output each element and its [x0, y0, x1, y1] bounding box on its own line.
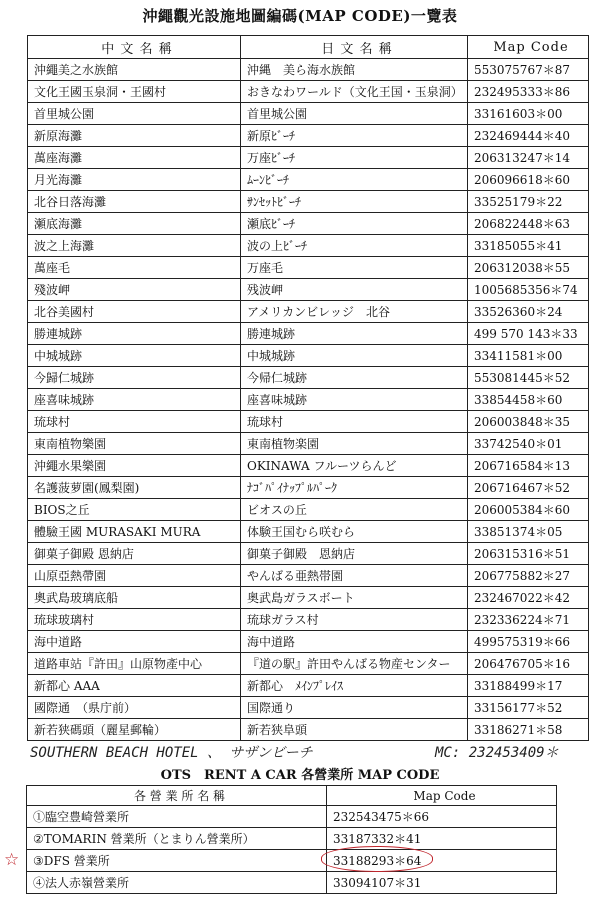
header-map-code: Map Code	[468, 36, 589, 59]
table-row	[28, 191, 589, 213]
japanese-name-cell: OKINAWA フルーツらんど	[241, 455, 468, 477]
japanese-name-cell: 今帰仁城跡	[241, 367, 468, 389]
chinese-name-cell: 座喜味城跡	[28, 389, 241, 411]
japanese-name-cell: 残波岬	[241, 279, 468, 301]
ots-title: OTS RENT A CAR 各營業所 MAP CODE	[160, 768, 440, 783]
chinese-name-cell: 北谷日落海灘	[28, 191, 241, 213]
japanese-name-cell: アメリカンビレッジ 北谷	[241, 301, 468, 323]
chinese-name-cell: 琉球玻璃村	[28, 609, 241, 631]
japanese-name-cell: 沖縄 美ら海水族館	[241, 59, 468, 81]
map-code-cell: 33526360＊24	[468, 301, 589, 323]
chinese-name-cell: 文化王國玉泉洞・王國村	[28, 81, 241, 103]
map-code-cell: 206716467＊52	[468, 477, 589, 499]
chinese-name-cell: 新若狭碼頭（麗星郵輪）	[28, 719, 241, 741]
table-row	[28, 477, 589, 499]
map-code-cell: 499 570 143＊33	[468, 323, 589, 345]
chinese-name-cell: 殘波岬	[28, 279, 241, 301]
chinese-name-cell: 道路車站『許田』山原物產中心	[28, 653, 241, 675]
japanese-name-cell: 東南植物楽園	[241, 433, 468, 455]
chinese-name-cell: 今歸仁城跡	[28, 367, 241, 389]
table-row	[28, 169, 589, 191]
chinese-name-cell: 沖繩美之水族館	[28, 59, 241, 81]
map-code-cell: 232467022＊42	[468, 587, 589, 609]
chinese-name-cell: 奧武島玻璃底船	[28, 587, 241, 609]
chinese-name-cell: 瀬底海灘	[28, 213, 241, 235]
table-row	[28, 433, 589, 455]
chinese-name-cell: 中城城跡	[28, 345, 241, 367]
table-row	[28, 367, 589, 389]
chinese-name-cell: 勝連城跡	[28, 323, 241, 345]
table-row	[28, 499, 589, 521]
ots-row	[27, 828, 557, 850]
japanese-name-cell: ｻﾝｾｯﾄﾋﾞｰﾁ	[241, 191, 468, 213]
map-code-cell: 553075767＊87	[468, 59, 589, 81]
chinese-name-cell: 名護菠萝園(鳳梨園)	[28, 477, 241, 499]
map-code-cell: 206312038＊55	[468, 257, 589, 279]
map-code-cell: 33188499＊17	[468, 675, 589, 697]
chinese-name-cell: 國際通 （県庁前）	[28, 697, 241, 719]
japanese-name-cell: 勝連城跡	[241, 323, 468, 345]
japanese-name-cell: やんばる亜熱帯園	[241, 565, 468, 587]
japanese-name-cell: 御菓子御殿 恩納店	[241, 543, 468, 565]
map-code-cell: 232469444＊40	[468, 125, 589, 147]
japanese-name-cell: 新都心 ﾒｲﾝﾌﾟﾚｲｽ	[241, 675, 468, 697]
japanese-name-cell: 奥武島ガラスボート	[241, 587, 468, 609]
japanese-name-cell: 体験王国むら咲むら	[241, 521, 468, 543]
table-row	[28, 147, 589, 169]
table-row	[28, 257, 589, 279]
chinese-name-cell: 萬座海灘	[28, 147, 241, 169]
map-code-cell: 499575319＊66	[468, 631, 589, 653]
map-code-cell: 232336224＊71	[468, 609, 589, 631]
map-code-cell: 33186271＊58	[468, 719, 589, 741]
table-row	[28, 609, 589, 631]
japanese-name-cell: ﾑｰﾝﾋﾞｰﾁ	[241, 169, 468, 191]
chinese-name-cell: BIOS之丘	[28, 499, 241, 521]
table-row	[28, 631, 589, 653]
ots-office-table	[26, 785, 557, 894]
chinese-name-cell: 體驗王國 MURASAKI MURA	[28, 521, 241, 543]
red-circle-mark	[321, 846, 433, 872]
handwritten-hotel: SOUTHERN BEACH HOTEL 、 サザンビーチ	[30, 745, 313, 761]
map-code-cell: 33854458＊60	[468, 389, 589, 411]
map-code-cell: 206313247＊14	[468, 147, 589, 169]
map-code-cell: 206005384＊60	[468, 499, 589, 521]
japanese-name-cell: 新若狭阜頭	[241, 719, 468, 741]
office-map-code-cell: 33094107＊31	[327, 872, 557, 894]
header-chinese-name: 中 文 名 稱	[28, 36, 241, 59]
japanese-name-cell: 首里城公園	[241, 103, 468, 125]
map-code-cell: 553081445＊52	[468, 367, 589, 389]
ots-row	[27, 872, 557, 894]
map-code-cell: 206775882＊27	[468, 565, 589, 587]
japanese-name-cell: 『道の駅』許田やんばる物産センター	[241, 653, 468, 675]
map-code-cell: 206315316＊51	[468, 543, 589, 565]
chinese-name-cell: 萬座毛	[28, 257, 241, 279]
page-title: 沖繩觀光設施地圖編碼(MAP CODE)一覽表	[142, 7, 458, 25]
header-japanese-name: 日 文 名 稱	[241, 36, 468, 59]
chinese-name-cell: 御菓子御殿 恩納店	[28, 543, 241, 565]
office-name-cell: ②TOMARIN 營業所（とまりん營業所）	[27, 828, 327, 850]
table-row	[28, 521, 589, 543]
japanese-name-cell: おきなわワールド（文化王国・玉泉洞）	[241, 81, 468, 103]
map-code-cell: 33156177＊52	[468, 697, 589, 719]
map-code-cell: 33161603＊00	[468, 103, 589, 125]
table-row	[28, 213, 589, 235]
chinese-name-cell: 海中道路	[28, 631, 241, 653]
table-row	[28, 675, 589, 697]
red-star-mark: ☆	[4, 850, 20, 870]
chinese-name-cell: 北谷美國村	[28, 301, 241, 323]
table-row	[28, 543, 589, 565]
japanese-name-cell: 琉球ガラス村	[241, 609, 468, 631]
table-row	[28, 565, 589, 587]
table-row	[28, 125, 589, 147]
ots-header-row	[27, 786, 557, 806]
chinese-name-cell: 首里城公園	[28, 103, 241, 125]
japanese-name-cell: 万座ﾋﾞｰﾁ	[241, 147, 468, 169]
japanese-name-cell: ﾅｺﾞﾊﾟｲﾅｯﾌﾟﾙﾊﾟｰｸ	[241, 477, 468, 499]
map-code-cell: 33742540＊01	[468, 433, 589, 455]
table-row	[28, 697, 589, 719]
table-row	[28, 103, 589, 125]
map-code-cell: 206476705＊16	[468, 653, 589, 675]
chinese-name-cell: 沖繩水果樂園	[28, 455, 241, 477]
table-row	[28, 587, 589, 609]
map-code-cell: 206822448＊63	[468, 213, 589, 235]
ots-row	[27, 806, 557, 828]
map-code-cell: 33851374＊05	[468, 521, 589, 543]
table-row	[28, 389, 589, 411]
office-name-cell: ④法人赤嶺營業所	[27, 872, 327, 894]
table-row	[28, 323, 589, 345]
header-office-map-code: Map Code	[327, 786, 557, 806]
japanese-name-cell: 座喜味城跡	[241, 389, 468, 411]
japanese-name-cell: 波の上ﾋﾞｰﾁ	[241, 235, 468, 257]
table-row	[28, 653, 589, 675]
ots-row	[27, 850, 557, 872]
map-code-cell: 1005685356＊74	[468, 279, 589, 301]
map-code-cell: 33185055＊41	[468, 235, 589, 257]
chinese-name-cell: 月光海灘	[28, 169, 241, 191]
chinese-name-cell: 新都心 AAA	[28, 675, 241, 697]
map-code-table	[27, 35, 589, 741]
japanese-name-cell: 琉球村	[241, 411, 468, 433]
chinese-name-cell: 琉球村	[28, 411, 241, 433]
handwritten-note	[30, 742, 600, 762]
office-name-cell: ③DFS 營業所	[27, 850, 327, 872]
office-map-code-cell: 232543475＊66	[327, 806, 557, 828]
table-row	[28, 411, 589, 433]
chinese-name-cell: 山原亞熱帶園	[28, 565, 241, 587]
table-row	[28, 279, 589, 301]
chinese-name-cell: 新原海灘	[28, 125, 241, 147]
table-row	[28, 81, 589, 103]
japanese-name-cell: 海中道路	[241, 631, 468, 653]
table-row	[28, 301, 589, 323]
table-row	[28, 59, 589, 81]
chinese-name-cell: 東南植物樂園	[28, 433, 241, 455]
table-row	[28, 719, 589, 741]
header-office-name: 各 營 業 所 名 稱	[27, 786, 327, 806]
map-code-cell: 206716584＊13	[468, 455, 589, 477]
office-map-code-cell: 33188293＊64	[327, 850, 557, 872]
office-name-cell: ①臨空豊崎營業所	[27, 806, 327, 828]
map-code-cell: 33525179＊22	[468, 191, 589, 213]
japanese-name-cell: 中城城跡	[241, 345, 468, 367]
japanese-name-cell: 国際通り	[241, 697, 468, 719]
map-code-cell: 232495333＊86	[468, 81, 589, 103]
japanese-name-cell: 新原ﾋﾞｰﾁ	[241, 125, 468, 147]
handwritten-map-code: MC: 232453409＊	[435, 745, 559, 761]
table-row	[28, 235, 589, 257]
chinese-name-cell: 波之上海灘	[28, 235, 241, 257]
table-row	[28, 455, 589, 477]
japanese-name-cell: 瀬底ﾋﾞｰﾁ	[241, 213, 468, 235]
japanese-name-cell: ビオスの丘	[241, 499, 468, 521]
map-code-cell: 33411581＊00	[468, 345, 589, 367]
office-map-code-cell: 33187332＊41	[327, 828, 557, 850]
table-header-row	[28, 36, 589, 59]
map-code-cell: 206096618＊60	[468, 169, 589, 191]
map-code-cell: 206003848＊35	[468, 411, 589, 433]
japanese-name-cell: 万座毛	[241, 257, 468, 279]
table-row	[28, 345, 589, 367]
